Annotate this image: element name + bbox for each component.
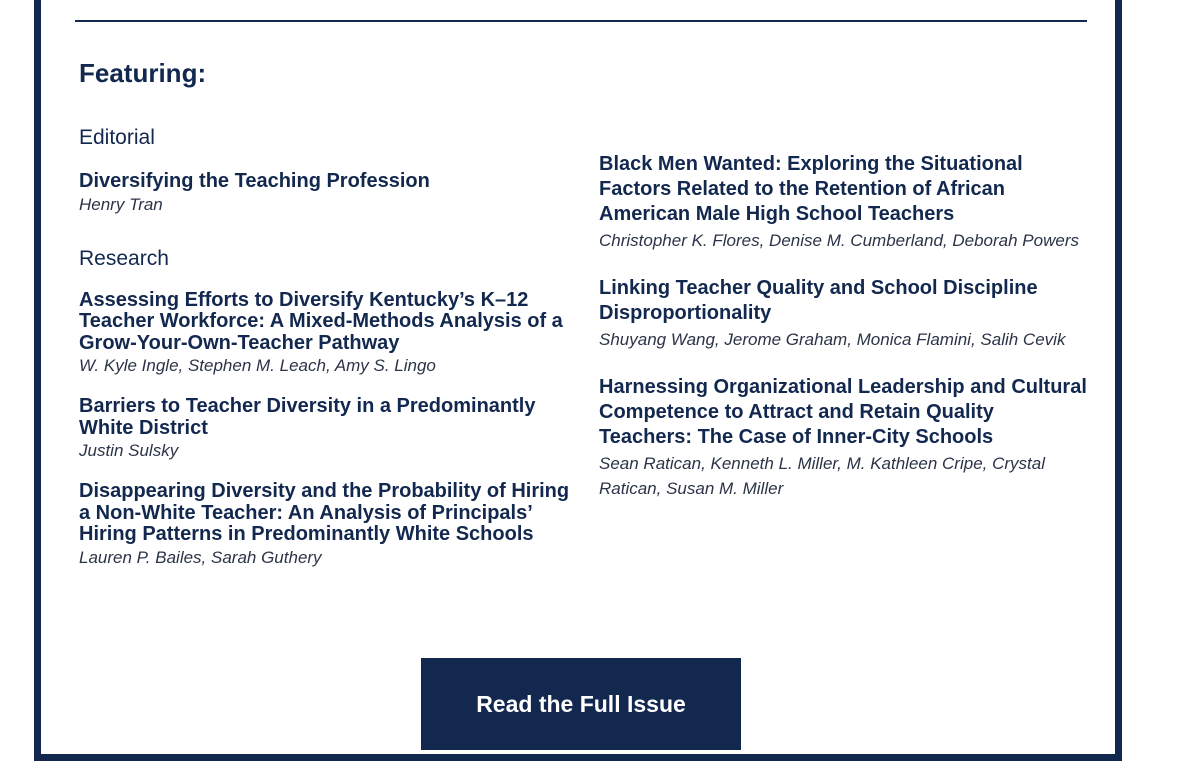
article-title[interactable]: Assessing Efforts to Diversify Kentucky’s K–12 Teacher Workforce: A Mixed-Methods Analysis of a Grow-Your-Own-Teacher Pathway xyxy=(79,288,563,354)
article-authors: Henry Tran xyxy=(79,194,163,214)
article-title[interactable]: Barriers to Teacher Diversity in a Predominantly White District xyxy=(79,395,536,439)
article-diversifying-teaching xyxy=(79,171,579,216)
article-disappearing-diversity xyxy=(79,481,579,569)
article-teacher-quality-discipline xyxy=(599,276,1089,352)
article-authors: Christopher K. Flores, Denise M. Cumberland, Deborah Powers xyxy=(599,231,1079,250)
article-authors: Sean Ratican, Kenneth L. Miller, M. Kathleen Cripe, Crystal Ratican, Susan M. Miller xyxy=(599,454,1045,498)
article-authors: Lauren P. Bailes, Sarah Guthery xyxy=(79,547,322,567)
article-title[interactable]: Linking Teacher Quality and School Discipline Disproportionality xyxy=(599,277,1038,324)
editorial-label: Editorial xyxy=(79,126,155,149)
article-title[interactable]: Disappearing Diversity and the Probability of Hiring a Non-White Teacher: An Analysis of Principals’ Hiring Patterns in Predominantly White Schools xyxy=(79,480,570,545)
article-authors: Justin Sulsky xyxy=(79,441,179,460)
left-column xyxy=(79,126,579,569)
article-title[interactable]: Diversifying the Teaching Profession xyxy=(79,170,430,192)
article-organizational-leadership xyxy=(599,375,1089,501)
right-column xyxy=(599,152,1089,501)
featuring-heading: Featuring: xyxy=(79,58,207,88)
article-authors: Shuyang Wang, Jerome Graham, Monica Flamini, Salih Cevik xyxy=(599,330,1066,349)
article-title[interactable]: Black Men Wanted: Exploring the Situational Factors Related to the Retention of African American Male High School Teachers xyxy=(599,153,1023,225)
article-title[interactable]: Harnessing Organizational Leadership and Cultural Competence to Attract and Retain Quality Teachers: The Case of Inner-City Schools xyxy=(599,376,1087,448)
read-full-issue-button[interactable]: Read the Full Issue xyxy=(421,658,741,750)
research-label: Research xyxy=(79,246,169,270)
article-barriers-diversity xyxy=(79,396,579,462)
article-kentucky-k12 xyxy=(79,290,579,378)
section-divider xyxy=(75,20,1087,22)
article-authors: W. Kyle Ingle, Stephen M. Leach, Amy S. Lingo xyxy=(79,356,436,375)
article-black-men-wanted xyxy=(599,152,1089,253)
